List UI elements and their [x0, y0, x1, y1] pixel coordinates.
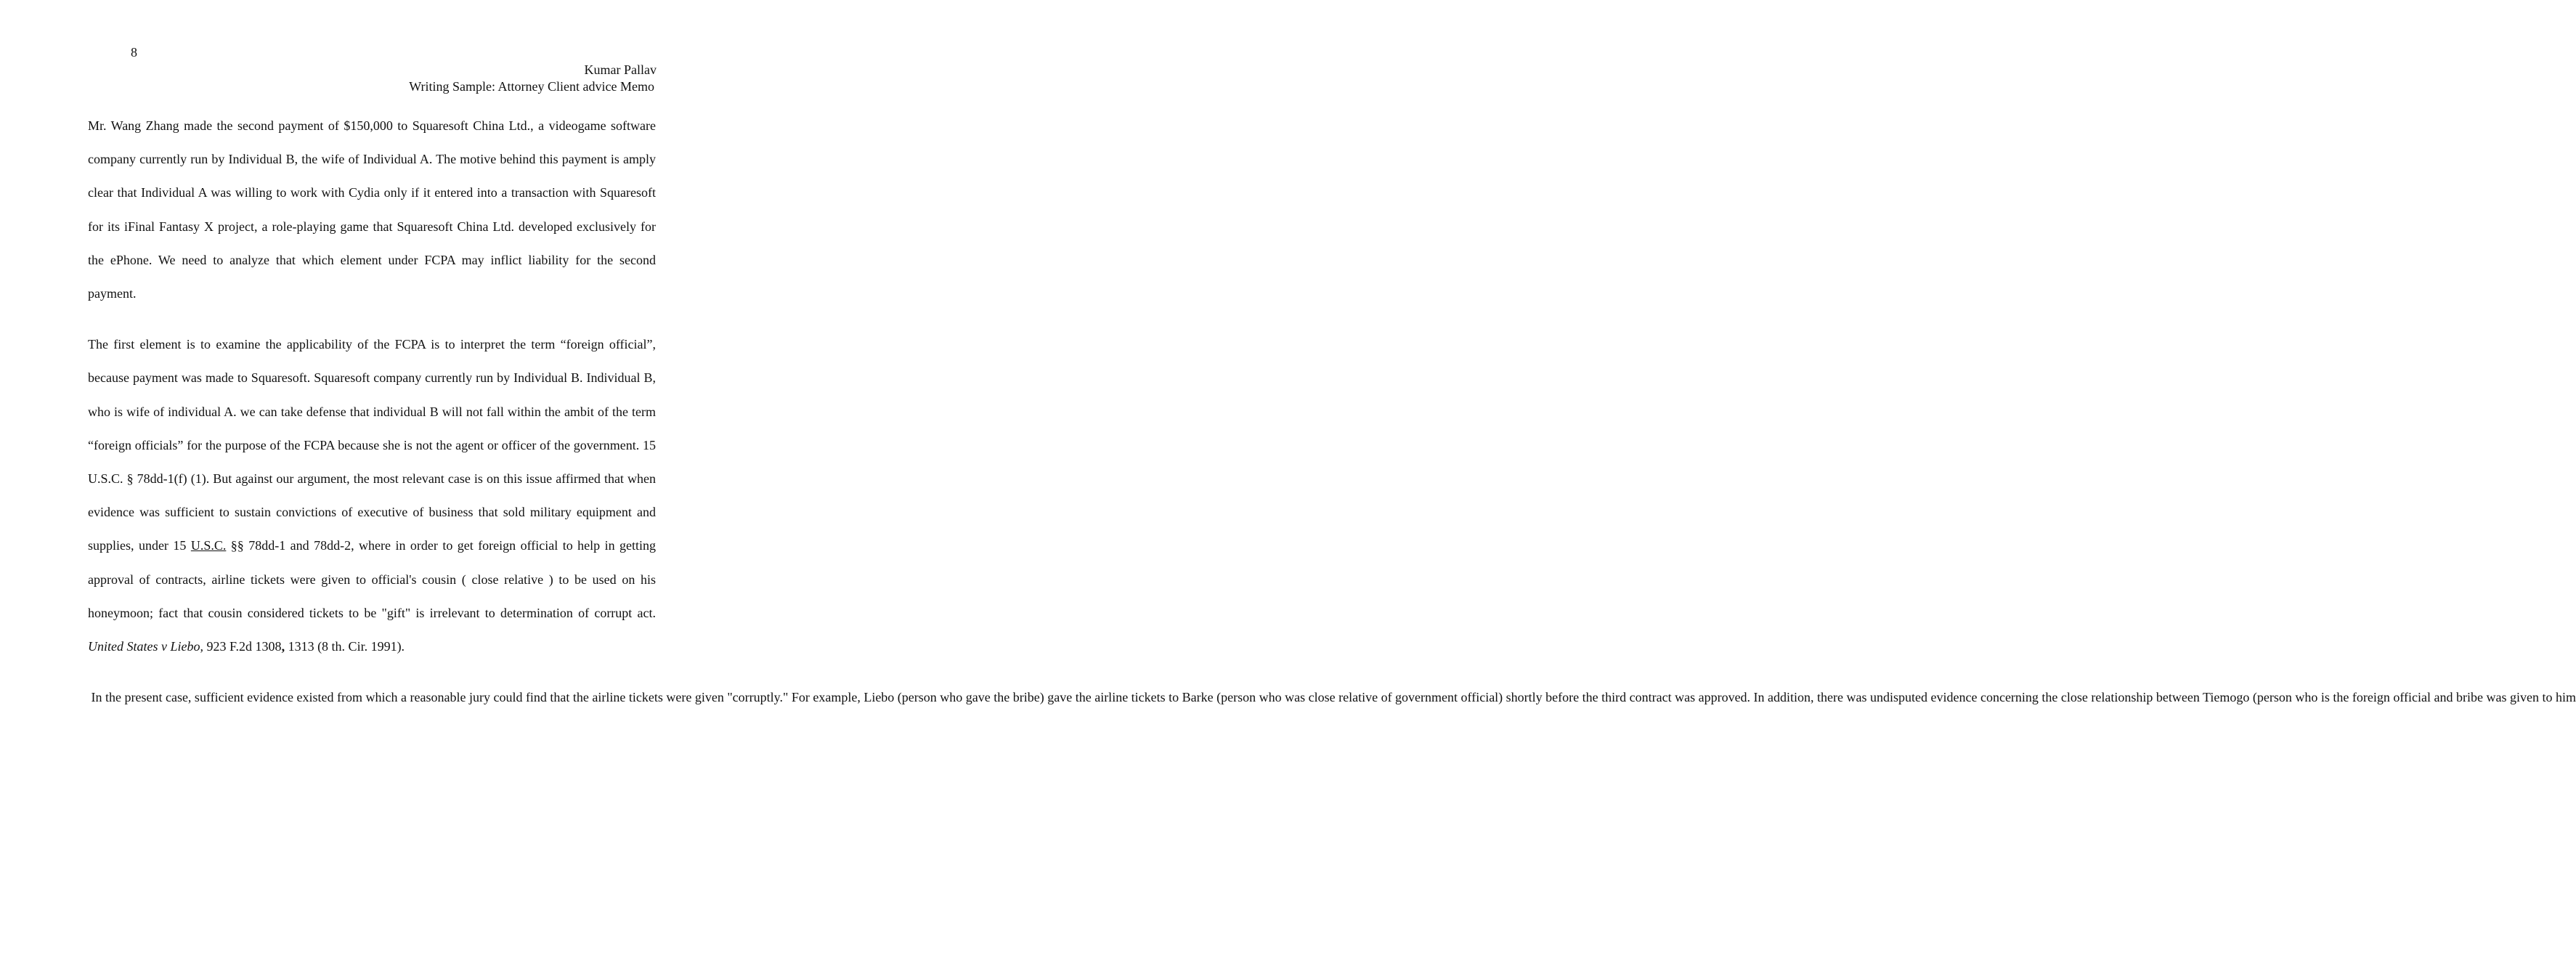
- usc-link[interactable]: U.S.C.: [190, 538, 227, 553]
- paragraph-2-text-continued: §§ 78dd-1 and 78dd-2, where in order to get foreign official to help in getting approval of contracts, airline tickets were given to official's cousin ( close relative ) to be used on his honeymoon; fact that cousin considered tickets to be "gift" is irrelevant to determination of corrupt act.: [88, 538, 657, 620]
- document-body: [88, 109, 2576, 714]
- paragraph-1: Mr. Wang Zhang made the second payment of $150,000 to Squaresoft China Ltd., a videogame software company currently run by Individual B, the wife of Individual A. The motive behind this payment is amply clear that Individual A was willing to work with Cydia only if it entered into a transaction with Squaresoft for its iFinal Fantasy X project, a role-playing game that Squaresoft China Ltd. developed exclusively for the ePhone. We need to analyze that which element under FCPA may inflict liability for the second payment.: [88, 118, 656, 301]
- paragraph-3-text: In the present case, sufficient evidence existed from which a reasonable jury could find that the airline tickets were given "corruptly." For example, Liebo (person who gave the bribe) gave the airline tickets to Barke (person who was close relative of government official) shortly before the third contract was approved. In addition, there was undisputed evidence concerning the close relationship between Tiemogo (person who is the foreign official and bribe was given to him: [88, 690, 2576, 705]
- page-number: 8: [131, 45, 137, 60]
- citation-part-a: 923 F.2d 1308: [203, 639, 282, 654]
- case-name: United States v Liebo,: [88, 639, 203, 654]
- paragraph-2-text: The first element is to examine the applicability of the FCPA is to interpret the term “foreign official”, because payment was made to Squaresoft. Squaresoft company currently run by Individual B. Individual B, who is wife of individual A. we can take defense that individual B will not fall within the ambit of the term “foreign officials” for the purpose of the FCPA because she is not the agent or officer of the government. 15 U.S.C. § 78dd-1(f) (1). But against our argument, the most relevant case is on this issue affirmed that when evidence was sufficient to sustain convictions of executive of business that sold military equipment and supplies, under 15: [88, 337, 656, 553]
- paragraph-2: [88, 328, 656, 663]
- running-header: [409, 62, 657, 95]
- header-subtitle: Writing Sample: Attorney Client advice Memo: [409, 79, 654, 94]
- paragraph-3: [88, 680, 2576, 714]
- citation-comma: ,: [281, 639, 285, 654]
- header-author: Kumar Pallav: [584, 62, 657, 77]
- citation-part-b: 1313 (8 th. Cir. 1991).: [285, 639, 405, 654]
